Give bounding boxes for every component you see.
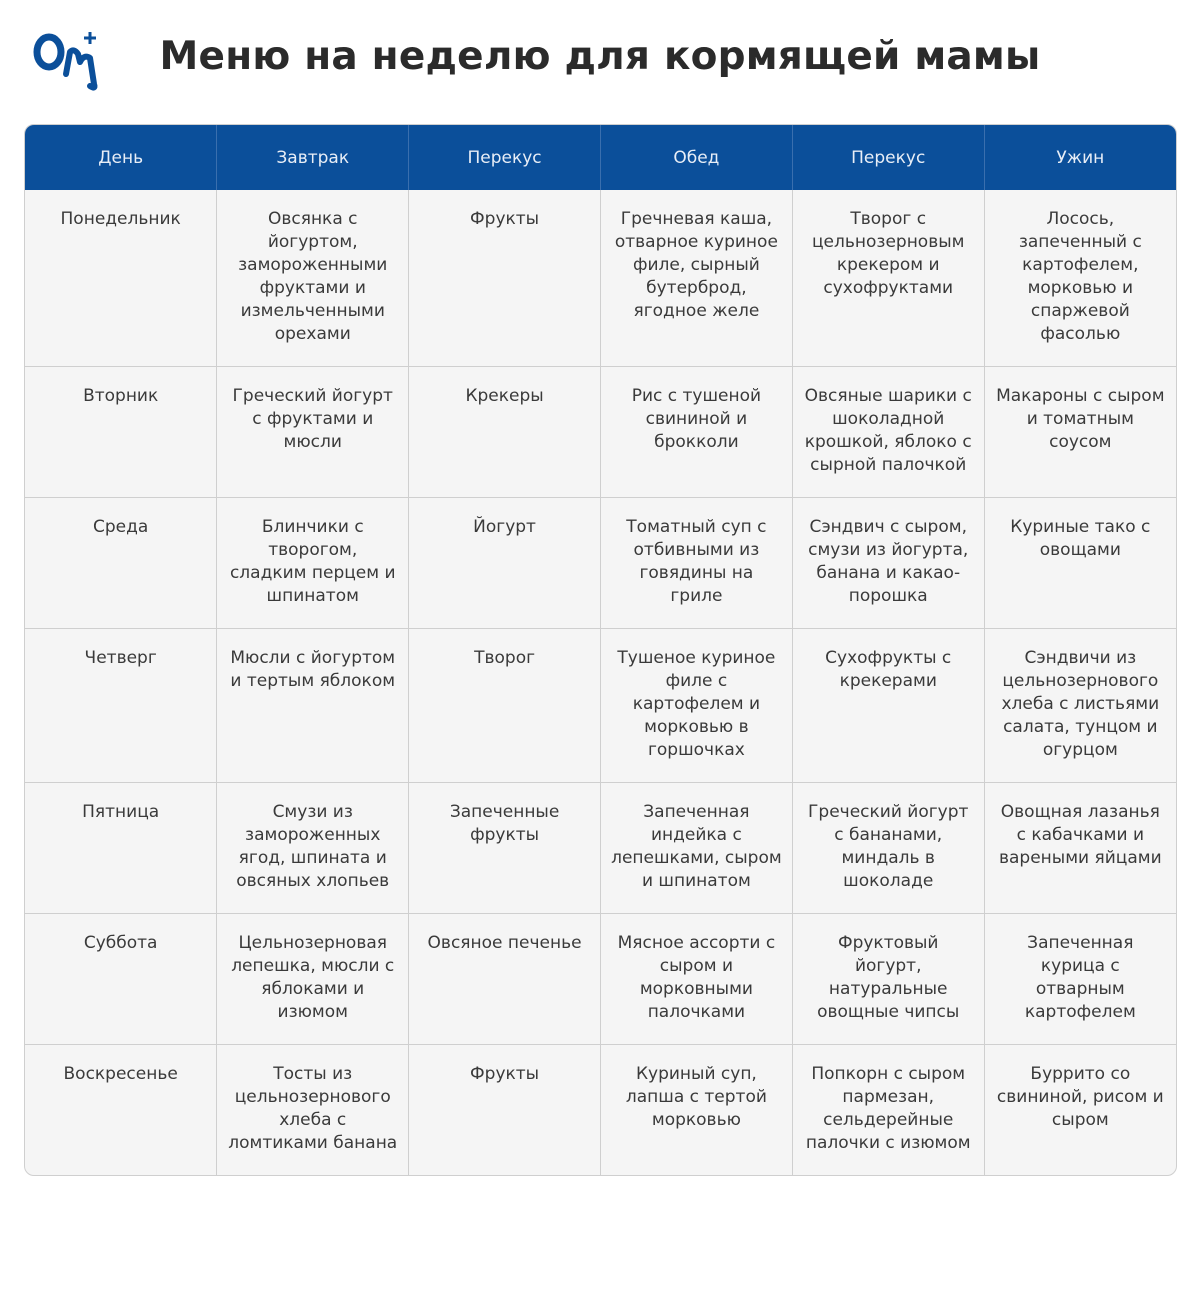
header-snack-2: Перекус [792, 125, 984, 190]
header-breakfast: Завтрак [217, 125, 409, 190]
breakfast-cell: Цельнозерновая лепешка, мюсли с яблоками и изюмом [217, 914, 409, 1045]
table-row [25, 629, 1176, 783]
snack-1-cell: Йогурт [409, 498, 601, 629]
table-row [25, 498, 1176, 629]
lunch-cell: Рис с тушеной свининой и брокколи [600, 367, 792, 498]
snack-2-cell: Греческий йогурт с бананами, миндаль в шоколаде [792, 783, 984, 914]
day-cell: Суббота [25, 914, 217, 1045]
snack-1-cell: Фрукты [409, 190, 601, 367]
breakfast-cell: Овсянка с йогуртом, замороженными фруктами и измельченными орехами [217, 190, 409, 367]
breakfast-cell: Тосты из цельнозернового хлеба с ломтиками банана [217, 1045, 409, 1176]
snack-2-cell: Творог с цельнозерновым крекером и сухофруктами [792, 190, 984, 367]
snack-1-cell: Овсяное печенье [409, 914, 601, 1045]
breakfast-cell: Греческий йогурт с фруктами и мюсли [217, 367, 409, 498]
day-cell: Вторник [25, 367, 217, 498]
header-dinner: Ужин [984, 125, 1176, 190]
lunch-cell: Томатный суп с отбивными из говядины на гриле [600, 498, 792, 629]
breakfast-cell: Мюсли с йогуртом и тертым яблоком [217, 629, 409, 783]
table-row [25, 914, 1176, 1045]
header-snack-1: Перекус [409, 125, 601, 190]
table-row [25, 783, 1176, 914]
header-day: День [25, 125, 217, 190]
dinner-cell: Куриные тако с овощами [984, 498, 1176, 629]
snack-1-cell: Запеченные фрукты [409, 783, 601, 914]
page-title: Меню на неделю для кормящей мамы [159, 34, 1041, 79]
lunch-cell: Мясное ассорти с сыром и морковными палочками [600, 914, 792, 1045]
snack-2-cell: Фруктовый йогурт, натуральные овощные чипсы [792, 914, 984, 1045]
header-lunch: Обед [600, 125, 792, 190]
menu-table [24, 124, 1177, 1176]
breakfast-cell: Смузи из замороженных ягод, шпината и овсяных хлопьев [217, 783, 409, 914]
day-cell: Пятница [25, 783, 217, 914]
dinner-cell: Лосось, запеченный с картофелем, морковью и спаржевой фасолью [1018, 209, 1142, 344]
table-row [25, 367, 1176, 498]
table-row [25, 1045, 1176, 1176]
lunch-cell: Тушеное куриное филе с картофелем и морковью в горшочках [600, 629, 792, 783]
lunch-cell: Гречневая каша, отварное куриное филе, сырный бутерброд, ягодное желе [600, 190, 792, 367]
table-row [25, 190, 1176, 367]
day-cell: Среда [25, 498, 217, 629]
breakfast-cell: Блинчики с творогом, сладким перцем и шпинатом [217, 498, 409, 629]
snack-2-cell: Сухофрукты с крекерами [792, 629, 984, 783]
day-cell: Понедельник [25, 190, 217, 367]
day-cell: Четверг [25, 629, 217, 783]
dinner-cell: Макароны с сыром и томатным соусом [984, 367, 1176, 498]
snack-1-cell: Крекеры [409, 367, 601, 498]
lunch-cell: Запеченная индейка с лепешками, сыром и шпинатом [600, 783, 792, 914]
dinner-cell: Буррито со свининой, рисом и сыром [984, 1045, 1176, 1176]
day-cell: Воскресенье [25, 1045, 217, 1176]
dinner-cell: Овощная лазанья с кабачками и вареными яйцами [984, 783, 1176, 914]
snack-1-cell: Фрукты [409, 1045, 601, 1176]
snack-2-cell: Овсяные шарики с шоколадной крошкой, яблоко с сырной палочкой [792, 367, 984, 498]
lunch-cell: Куриный суп, лапша с тертой морковью [600, 1045, 792, 1176]
dinner-cell: Запеченная курица с отварным картофелем [984, 914, 1176, 1045]
snack-2-cell: Попкорн с сыром пармезан, сельдерейные палочки с изюмом [792, 1045, 984, 1176]
snack-1-cell: Творог [409, 629, 601, 783]
snack-2-cell: Сэндвич с сыром, смузи из йогурта, банана и какао-порошка [792, 498, 984, 629]
table-header-row [25, 125, 1176, 190]
dinner-cell: Сэндвичи из цельнозернового хлеба с листьями салата, тунцом и огурцом [984, 629, 1176, 783]
